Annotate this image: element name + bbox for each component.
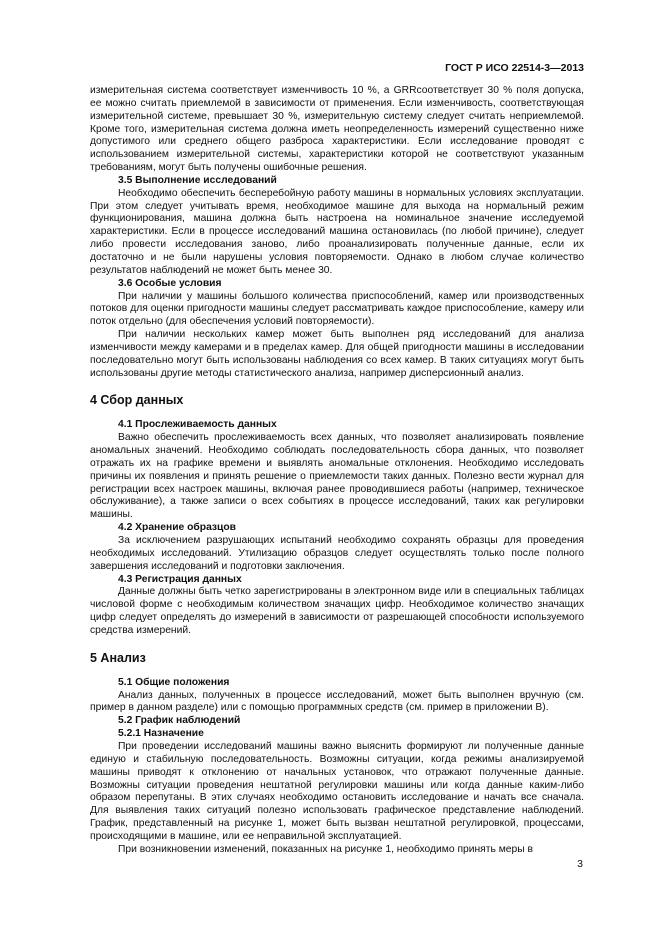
- subsection-heading: 3.5 Выполнение исследований: [118, 174, 277, 186]
- paragraph: Важно обеспечить прослеживаемость всех данных, что позволяет анализировать появление аномальных значений. Необходимо соблюдать последовательность сбора данных, что позволяет отражать их на графике времени и выявлять аномальные отклонения. Необходимо исследовать причины их появления и принять решение о приемлемости таких данных. Полезно вести журнал для регистрации всех настроек машины, включая ранее проводившиеся работы (например, техническое обслуживание), а также записи о всех событиях в процессе исследований, таких как регулировки машины.: [90, 432, 584, 521]
- paragraph: При наличии у машины большого количества приспособлений, камер или производственных потоков для оценки пригодности машины следует рассматривать каждое приспособление, камеру или поток отдельно (для обеспечения условий повторяемости).: [90, 290, 584, 328]
- subsection-heading: 5.2.1 Назначение: [118, 728, 204, 740]
- subsection-heading: 4.1 Прослеживаемость данных: [118, 419, 277, 431]
- section-heading: 5 Анализ: [90, 650, 146, 665]
- paragraph: За исключением разрушающих испытаний необходимо сохранять образцы для проведения необходимых исследований. Утилизацию образцов следует осуществлять только после полного завершения исследований и подготовки заключения.: [90, 535, 584, 572]
- paragraph: При наличии нескольких камер может быть выполнен ряд исследований для анализа изменчивости между камерами и в пределах камер. Для общей пригодности машины в исследовании последовательно могут быть использованы наблюдения со всех камер. В таких ситуациях могут быть использованы другие методы статистического анализа, например дисперсионный анализ.: [90, 329, 584, 379]
- subsection-heading: 3.6 Особые условия: [118, 277, 222, 289]
- subsection-heading: 4.2 Хранение образцов: [118, 522, 237, 534]
- paragraph: измерительная система соответствует изменчивость 10 %, а GRRсоответствует 30 % поля допуска, ее можно считать приемлемой в зависимости от применения. Если изменчивость, соответствующая измерительной системе, превышает 30 %, измерительную систему следует считать неприемлемой. Кроме того, измерительная система должна иметь неопределенность измерений существенно ниже допустимого или среднего общего разброса характеристики. Если исследование проводят с использованием измерительной системы, характеристики которой не соответствуют указанным требованиям, могут быть получены ошибочные решения.: [90, 85, 584, 174]
- subsection-heading: 5.1 Общие положения: [118, 676, 230, 688]
- document-body: [90, 85, 584, 857]
- paragraph: Анализ данных, полученных в процессе исследований, может быть выполнен вручную (см. пример в данном разделе) или с помощью программных средств (см. пример в приложении В).: [90, 689, 584, 714]
- subsection-heading: 4.3 Регистрация данных: [118, 573, 242, 585]
- subsection-heading: 5.2 График наблюдений: [118, 715, 241, 727]
- paragraph: Необходимо обеспечить бесперебойную работу машины в нормальных условиях эксплуатации. При этом следует учитывать время, необходимое машине для выхода на нормальный режим функционирования, машина должна быть настроена на номинальное значение исследуемой характеристики. Если в процессе исследований машина остановилась (по любой причине), следует либо провести исследования заново, либо проанализировать полученные данные, если их достаточно и не были нарушены условия повторяемости. Однако в любом случае количество результатов наблюдений не может быть менее 30.: [90, 187, 584, 276]
- page-number: 3: [577, 858, 583, 870]
- section-heading: 4 Сбор данных: [90, 393, 184, 408]
- paragraph: При проведении исследований машины важно выяснить формируют ли полученные данные единую и стабильную последовательность. Возможны ситуации, когда режимы анализируемой машины приводят к отклонению от начальных установок, что отражают полученные данные. Возможны ситуации проведения нештатной регулировки машины или когда данные каким-либо образом перепутаны. В этих случаях необходимо остановить исследование и начать все сначала. Для выявления таких ситуаций полезно использовать графическое представление наблюдений. График, представленный на рисунке 1, может быть вызван нештатной регулировкой, процессами, происходящими в машине, или ее неправильной эксплуатацией.: [90, 740, 584, 842]
- paragraph: Данные должны быть четко зарегистрированы в электронном виде или в специальных таблицах числовой форме с необходимым количеством значащих цифр. Необходимое количество значащих цифр следует определять до измерений в зависимости от разрешающей способности используемого средства измерений.: [90, 586, 584, 636]
- paragraph: При возникновении изменений, показанных на рисунке 1, необходимо принять меры в: [118, 843, 533, 855]
- document-header: ГОСТ Р ИСО 22514-3—2013: [445, 62, 584, 74]
